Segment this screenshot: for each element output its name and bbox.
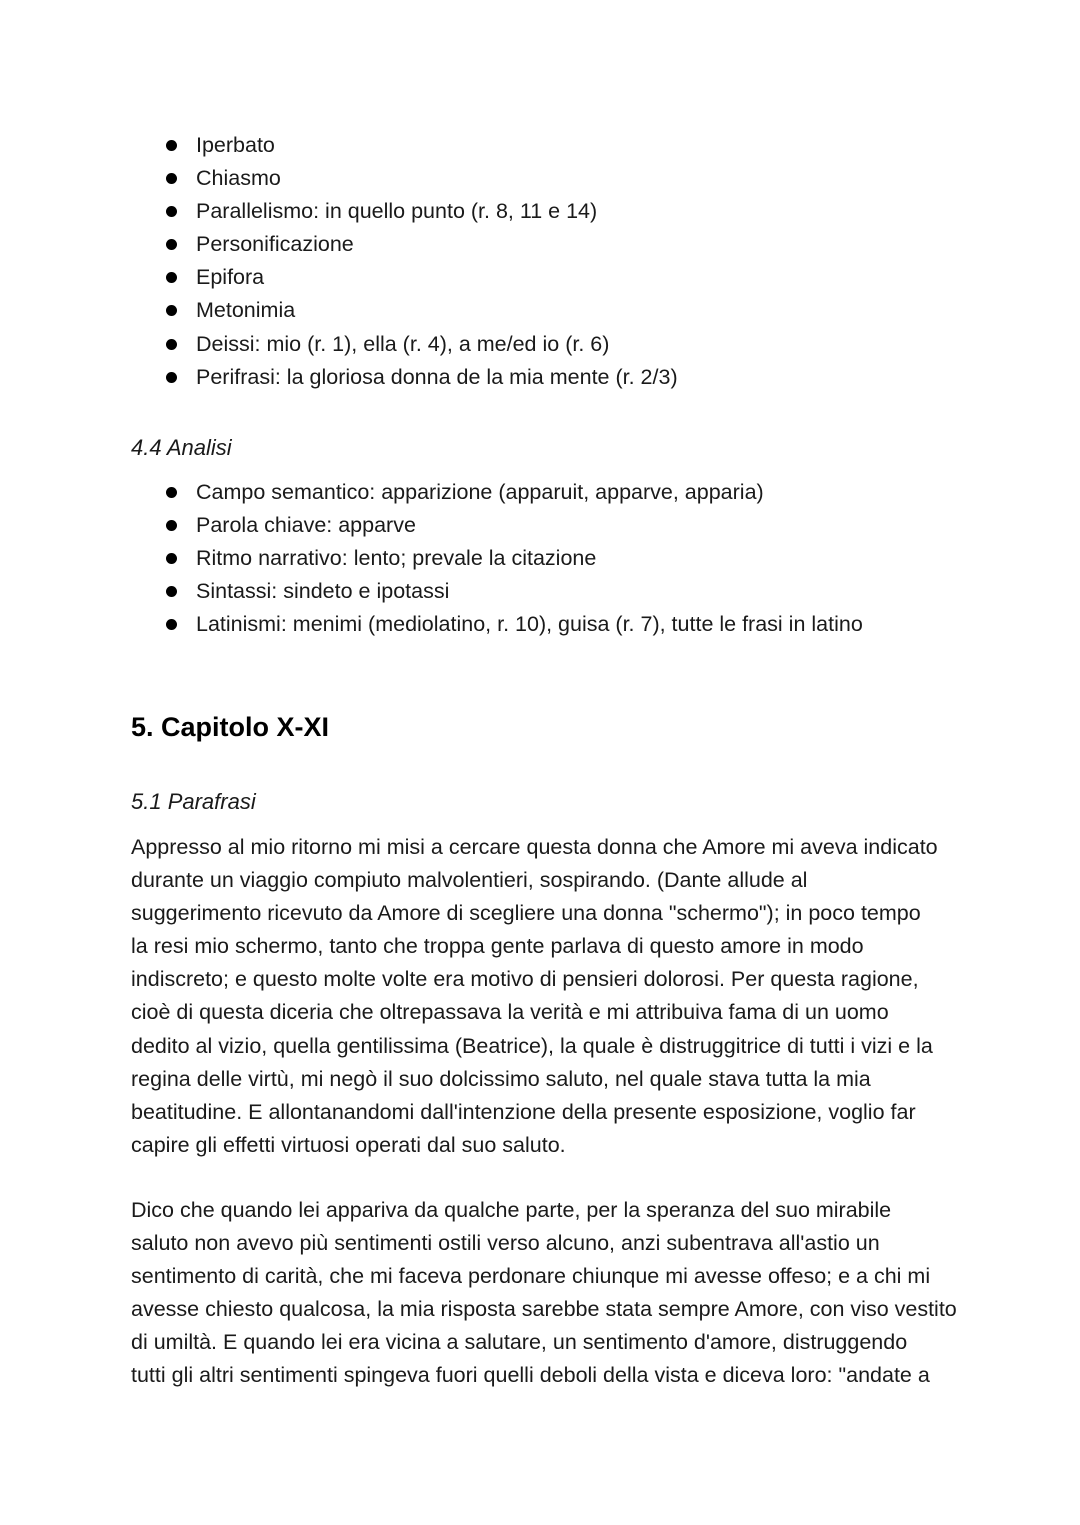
text-line: indiscreto; e questo molte volte era motivo di pensieri dolorosi. Per questa ragione,: [131, 967, 919, 992]
list-item-text: Personificazione: [196, 232, 354, 257]
paragraph: [131, 831, 961, 1162]
list-item: [164, 129, 678, 162]
list-item-text: Iperbato: [196, 133, 275, 157]
bullet-icon: [166, 487, 177, 498]
text-line: durante un viaggio compiuto malvolentieri, sospirando. (Dante allude al: [131, 868, 808, 893]
section-heading-analisi: 4.4 Analisi: [131, 435, 232, 460]
bullet-icon: [166, 173, 177, 184]
section-heading-parafrasi: 5.1 Parafrasi: [131, 789, 256, 814]
list-item-text: Parallelismo: in quello punto (r. 8, 11 e 14): [196, 199, 598, 224]
list-item: [164, 195, 678, 228]
text-line: suggerimento ricevuto da Amore di scegliere una donna "schermo"); in poco tempo: [131, 901, 921, 926]
text-line: regina delle virtù, mi negò il suo dolcissimo saluto, nel quale stava tutta la mia: [131, 1066, 871, 1091]
list-item: [164, 328, 678, 361]
list-item-text: Ritmo narrativo: lento; prevale la citazione: [196, 546, 597, 571]
list-item-text: Campo semantico: apparizione (apparuit, apparve, apparia): [196, 480, 764, 504]
text-line: Appresso al mio ritorno mi misi a cercare questa donna che Amore mi aveva indicato: [131, 835, 938, 859]
list-item: [164, 608, 863, 641]
list-item-text: Parola chiave: apparve: [196, 513, 416, 538]
list-item: [164, 228, 678, 261]
text-line: tutti gli altri sentimenti spingeva fuori quelli deboli della vista e diceva loro: "andate a: [131, 1363, 930, 1388]
text-line: capire gli effetti virtuosi operati dal suo saluto.: [131, 1132, 566, 1157]
list-item: [164, 476, 863, 509]
bullet-icon: [166, 239, 177, 250]
text-line: Dico che quando lei appariva da qualche parte, per la speranza del suo mirabile: [131, 1198, 892, 1222]
chapter-title: 5. Capitolo X-XI: [131, 712, 330, 742]
text-line: avesse chiesto qualcosa, la mia risposta sarebbe stata sempre Amore, con viso vestito: [131, 1297, 957, 1322]
list-item-text: Deissi: mio (r. 1), ella (r. 4), a me/ed io (r. 6): [196, 331, 610, 356]
text-line: sentimento di carità, che mi faceva perdonare chiunque mi avesse offeso; e a chi mi: [131, 1264, 931, 1289]
list-item-text: Epifora: [196, 265, 265, 290]
text-line: saluto non avevo più sentimenti ostili verso alcuno, anzi subentrava all'astio un: [131, 1231, 880, 1256]
text-line: cioè di questa diceria che oltrepassava la verità e mi attribuiva fama di un uomo: [131, 1000, 889, 1025]
analisi-list: [164, 476, 863, 641]
list-item-text: Metonimia: [196, 298, 296, 323]
bullet-icon: [166, 206, 177, 217]
bullet-icon: [166, 520, 177, 531]
list-item: [164, 261, 678, 294]
bullet-icon: [166, 305, 177, 316]
paragraph: [131, 1194, 961, 1393]
list-item: [164, 162, 678, 195]
bullet-icon: [166, 619, 177, 630]
bullet-icon: [166, 586, 177, 597]
bullet-icon: [166, 372, 177, 383]
list-item-text: Latinismi: menimi (mediolatino, r. 10), guisa (r. 7), tutte le frasi in latino: [196, 612, 863, 637]
list-item: [164, 542, 863, 575]
list-item: [164, 294, 678, 327]
list-item-text: Perifrasi: la gloriosa donna de la mia mente (r. 2/3): [196, 364, 678, 389]
list-item-text: Sintassi: sindeto e ipotassi: [196, 579, 450, 604]
list-item: [164, 509, 863, 542]
bullet-icon: [166, 140, 177, 151]
bullet-icon: [166, 272, 177, 283]
bullet-icon: [166, 553, 177, 564]
list-item: [164, 361, 678, 394]
list-item-text: Chiasmo: [196, 166, 281, 191]
text-line: di umiltà. E quando lei era vicina a salutare, un sentimento d'amore, distruggendo: [131, 1330, 908, 1355]
text-line: dedito al vizio, quella gentilissima (Beatrice), la quale è distruggitrice di tutti i vizi e la: [131, 1033, 933, 1058]
text-line: beatitudine. E allontanandomi dall'intenzione della presente esposizione, voglio far: [131, 1099, 916, 1124]
bullet-icon: [166, 339, 177, 350]
text-line: la resi mio schermo, tanto che troppa gente parlava di questo amore in modo: [131, 934, 864, 959]
figures-list: [164, 129, 678, 394]
list-item: [164, 575, 863, 608]
